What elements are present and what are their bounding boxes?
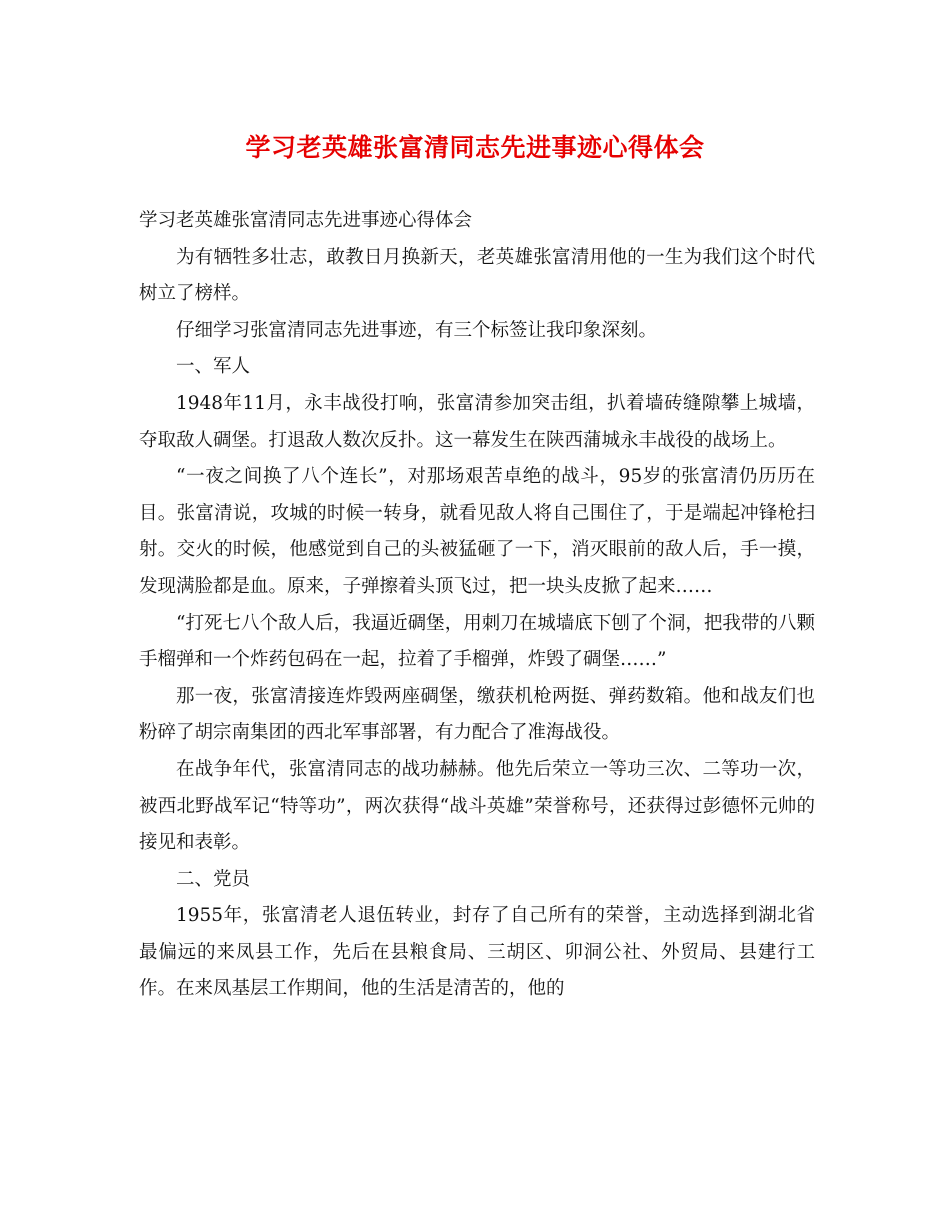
paragraph: 1955年，张富清老人退伍转业，封存了自己所有的荣誉，主动选择到湖北省最偏远的来凤县工作，先后在县粮食局、三胡区、卯洞公社、外贸局、县建行工作。在来凤基层工作期间，他的生活是清苦的，他的	[139, 905, 815, 1000]
section-heading-soldier: 一、军人	[176, 356, 251, 378]
paragraph: “一夜之间换了八个连长”，对那场艰苦卓绝的战斗，95岁的张富清仍历历在目。张富清说，攻城的时候一转身，就看见敌人将自己围住了，于是端起冲锋枪扫射。交火的时候，他感觉到自己的头被猛砸了一下，消灭眼前的敌人后，手一摸，发现满脸都是血。原来，子弹擦着头顶飞过，把一块头皮掀了起来……	[139, 466, 815, 597]
document-title: 学习老英雄张富清同志先进事迹心得体会	[245, 133, 705, 162]
document-body	[139, 203, 815, 1008]
paragraph: 为有牺牲多壮志，敢教日月换新天，老英雄张富清用他的一生为我们这个时代树立了榜样。	[139, 246, 815, 305]
paragraph: 在战争年代，张富清同志的战功赫赫。他先后荣立一等功三次、二等功一次，被西北野战军记“特等功”，两次获得“战斗英雄”荣誉称号，还获得过彭德怀元帅的接见和表彰。	[139, 758, 815, 854]
paragraph: 那一夜，张富清接连炸毁两座碉堡，缴获机枪两挺、弹药数箱。他和战友们也粉碎了胡宗南集团的西北军事部署，有力配合了准海战役。	[139, 685, 815, 744]
section-heading-party-member: 二、党员	[176, 868, 251, 890]
paragraph: 仔细学习张富清同志先进事迹，有三个标签让我印象深刻。	[176, 319, 658, 341]
paragraph-subtitle: 学习老英雄张富清同志先进事迹心得体会	[139, 210, 473, 231]
paragraph: 1948年11月，永丰战役打响，张富清参加突击组，扒着墙砖缝隙攀上城墙，夺取敌人碉堡。打退敌人数次反扑。这一幕发生在陕西蒲城永丰战役的战场上。	[139, 392, 815, 451]
paragraph: “打死七八个敌人后，我逼近碉堡，用刺刀在城墙底下刨了个洞，把我带的八颗手榴弹和一个炸药包码在一起，拉着了手榴弹，炸毁了碉堡……”	[139, 612, 815, 671]
